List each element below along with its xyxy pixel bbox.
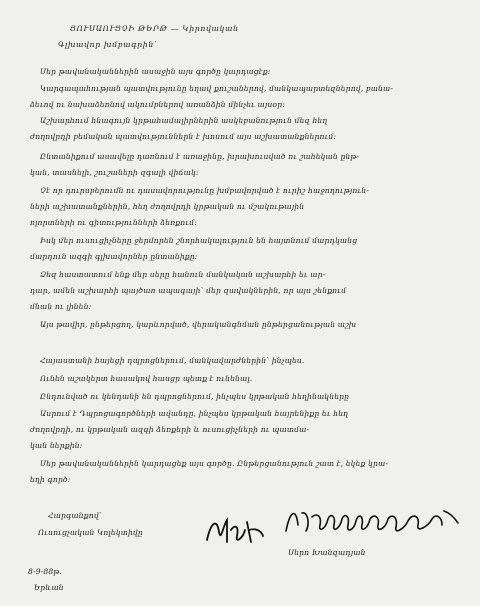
body-line: ժողովրդի, ու կրթական ազգի ձեռքերի և ուսուցիչների ու պատմա-	[30, 425, 310, 434]
body-line: Ձեզ հաստատում ենք մեր սերը հանուն մանկական աշխարհի եւ ար-	[40, 270, 326, 279]
body-line: մնան ու լինեն:	[30, 302, 92, 311]
closing-respect: Հարգանքով՝	[48, 511, 102, 520]
body-line: դար, ամեն աշխարհի պայծառ ապագայի՝ մեր զավակներին, որ այս շենքում	[30, 286, 347, 295]
body-line: կան ներքին:	[30, 441, 83, 450]
handwritten-signature-long	[282, 503, 462, 537]
body-line: Ասրում է Դպրոցագործների ավանդը, ինչպես կրթական հայրենիքը եւ հեղ	[40, 409, 349, 418]
body-line: Չէ որ դուրսբերումն ու դասավորությունը խմբավորված է ուրիշ հաջողություն-	[40, 186, 369, 195]
body-line: ոլորտների ու գիտությունների ձեռքում:	[30, 218, 197, 227]
body-line: մարդուն ազգի գլխավորներ ընտանիքը:	[30, 252, 198, 261]
body-line: Սեր թավանականներին ասաջին այս գործը կարդացէք:	[40, 67, 271, 76]
body-line: Ունեն աշակերտ հասակով հասցր պետք է ունենալ.	[40, 374, 253, 383]
closing-organization: Ուսուցչական Կոլեկտիվը	[38, 528, 143, 537]
body-line: Իսկ մեր ուսուցիչները ջերմորեն շնորհակալություն են հայտնում մարդկանց	[40, 236, 358, 245]
footer-place: Երևան	[34, 583, 64, 592]
handwritten-signature-short	[203, 512, 273, 548]
signatory-name: Սերո Խանզադյան	[288, 548, 366, 557]
body-line: Այս թավիր, ընթերցող, կարևորված, վերականգնման ընթերցանության աշխ	[40, 320, 357, 329]
body-line: Սեր թավանականներին կարդացեք այս գործը. Ընթերցանություն շատ է, եկեք կրա-	[40, 459, 389, 468]
body-line: ների աշխատանքներին, հեղ ժողովրդի կրթական ու մշակութային	[30, 202, 305, 211]
footer-date: 8-9-88թ.	[28, 567, 63, 576]
body-line: կան, տասնելի, շուշաների զգալի վիճակ:	[30, 168, 199, 177]
body-line: Ընտանիքում ասավելը դառնում է առաջինը, խրախուսված ու շահեկան ընթ-	[40, 152, 360, 161]
letter-header-line1: ՅՈՒՍԱՈՒՑՉԻ ԹԵՐԹ — Կիրովական	[70, 24, 239, 33]
body-line: Աշխարհում հնագույն կրթահամալիրներին ասկեբանություն մեզ հեղ	[40, 116, 328, 125]
body-line: Հայաստանի հայեցի դպրոցներում, մանկավարժներին՝ ինչպես.	[40, 356, 305, 365]
body-line: Ընդունված ու կենդանի են դպրոցներում, ինչպես կրթական հեղինակները	[40, 392, 350, 401]
body-line: եղի գործ:	[30, 475, 71, 484]
body-line: ժողովրդի բեմական պատվություններն է խոսում այս աշխատանքներում:	[30, 132, 337, 141]
body-line: ձեւով ու նախաձեռնով ակումբներով առանձին մինչեւ այսօր:	[30, 100, 285, 109]
letter-header-line2: Գլխավոր խմբագրին՝	[58, 40, 158, 49]
body-line: Կարգապահության պատվությունը եղավ քուշաներով, մանկապարտեզներով, բանա-	[40, 84, 394, 93]
